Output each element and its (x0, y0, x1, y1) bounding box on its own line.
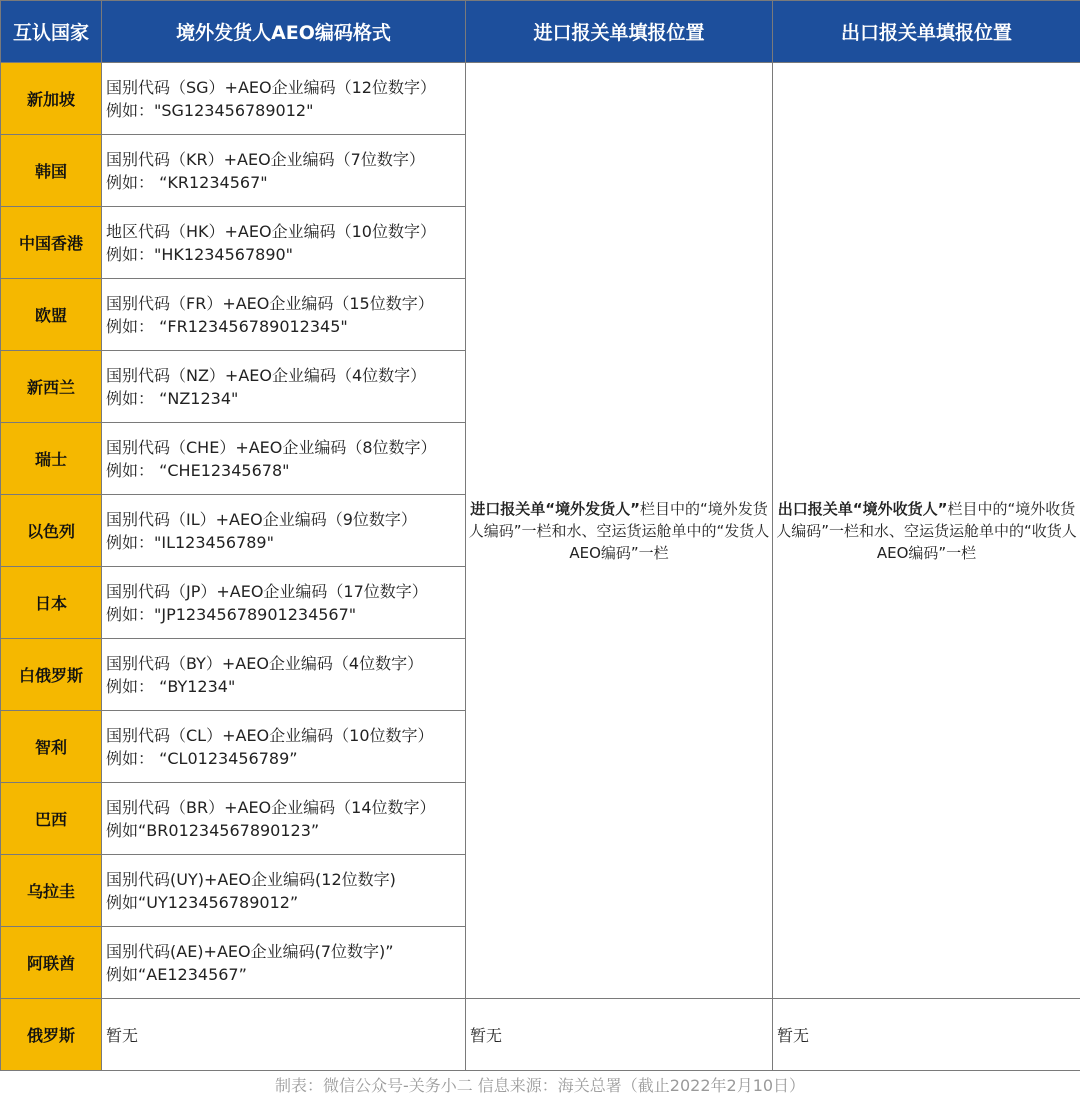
format-cell (102, 279, 466, 351)
format-line: 地区代码（HK）+AEO企业编码（10位数字） (106, 221, 436, 241)
format-line: 国别代码（CHE）+AEO企业编码（8位数字） (106, 437, 437, 457)
format-example: 例如： “NZ1234" (106, 388, 239, 408)
country-cell: 巴西 (1, 783, 102, 855)
format-line: 国别代码(AE)+AEO企业编码(7位数字)” (106, 941, 394, 961)
format-line: 国别代码（KR）+AEO企业编码（7位数字） (106, 149, 425, 169)
format-line: 国别代码（IL）+AEO企业编码（9位数字） (106, 509, 417, 529)
country-cell: 韩国 (1, 135, 102, 207)
country-cell: 阿联酋 (1, 927, 102, 999)
country-cell: 乌拉圭 (1, 855, 102, 927)
import-position-text: 栏目中的“境外发货人编码”一栏和水、空运货运舱单中的“发货人AEO编码”一栏 (468, 499, 770, 562)
format-example: 例如："SG123456789012" (106, 100, 314, 120)
country-cell: 瑞士 (1, 423, 102, 495)
country-cell: 新西兰 (1, 351, 102, 423)
format-cell: 暂无 (102, 999, 466, 1071)
import-position-bold: 进口报关单“境外发货人” (470, 499, 640, 518)
country-cell: 新加坡 (1, 63, 102, 135)
country-cell: 欧盟 (1, 279, 102, 351)
format-line: 国别代码（CL）+AEO企业编码（10位数字） (106, 725, 434, 745)
table-footer: 制表：微信公众号-关务小二 信息来源：海关总署（截止2022年2月10日） (274, 1076, 806, 1095)
format-line: 国别代码（BY）+AEO企业编码（4位数字） (106, 653, 424, 673)
format-cell (102, 135, 466, 207)
format-cell (102, 927, 466, 999)
format-cell (102, 63, 466, 135)
format-cell (102, 639, 466, 711)
format-cell (102, 351, 466, 423)
table-row-russia (1, 999, 1080, 1071)
format-cell (102, 855, 466, 927)
format-cell (102, 783, 466, 855)
format-example: 例如："HK1234567890" (106, 244, 294, 264)
country-cell: 以色列 (1, 495, 102, 567)
format-cell (102, 711, 466, 783)
format-example: 例如： “BY1234" (106, 676, 236, 696)
format-example: 例如："IL123456789" (106, 532, 274, 552)
format-line: 国别代码（FR）+AEO企业编码（15位数字） (106, 293, 434, 313)
export-position-bold: 出口报关单“境外收货人” (777, 499, 948, 518)
format-cell (102, 423, 466, 495)
format-cell (102, 567, 466, 639)
country-cell: 日本 (1, 567, 102, 639)
export-position-cell (773, 63, 1080, 999)
country-cell: 白俄罗斯 (1, 639, 102, 711)
country-cell: 中国香港 (1, 207, 102, 279)
export-position-cell: 暂无 (773, 999, 1080, 1071)
format-example: 例如： “CHE12345678" (106, 460, 290, 480)
header-format: 境外发货人AEO编码格式 (102, 1, 466, 63)
header-export-position: 出口报关单填报位置 (773, 1, 1080, 63)
format-example: 例如： “CL0123456789” (106, 748, 298, 768)
format-line: 国别代码（BR）+AEO企业编码（14位数字） (106, 797, 436, 817)
format-example: 例如： “KR1234567" (106, 172, 268, 192)
country-cell: 俄罗斯 (1, 999, 102, 1071)
format-line: 国别代码（JP）+AEO企业编码（17位数字） (106, 581, 428, 601)
import-position-cell (466, 63, 773, 999)
format-example: 例如“AE1234567” (106, 964, 247, 984)
header-country: 互认国家 (1, 1, 102, 63)
format-line: 国别代码（NZ）+AEO企业编码（4位数字） (106, 365, 427, 385)
format-example: 例如“UY123456789012” (106, 892, 299, 912)
format-example: 例如“BR01234567890123” (106, 820, 320, 840)
import-position-cell: 暂无 (466, 999, 773, 1071)
format-example: 例如："JP12345678901234567" (106, 604, 357, 624)
table-row (1, 63, 1080, 135)
export-position-text: 栏目中的“境外收货人编码”一栏和水、空运货运舱单中的“收货人AEO编码”一栏 (776, 499, 1077, 562)
header-row (1, 1, 1080, 63)
format-line: 国别代码(UY)+AEO企业编码(12位数字) (106, 869, 396, 889)
format-cell (102, 207, 466, 279)
format-example: 例如： “FR123456789012345" (106, 316, 348, 336)
format-line: 国别代码（SG）+AEO企业编码（12位数字） (106, 77, 436, 97)
header-import-position: 进口报关单填报位置 (466, 1, 773, 63)
format-cell (102, 495, 466, 567)
country-cell: 智利 (1, 711, 102, 783)
